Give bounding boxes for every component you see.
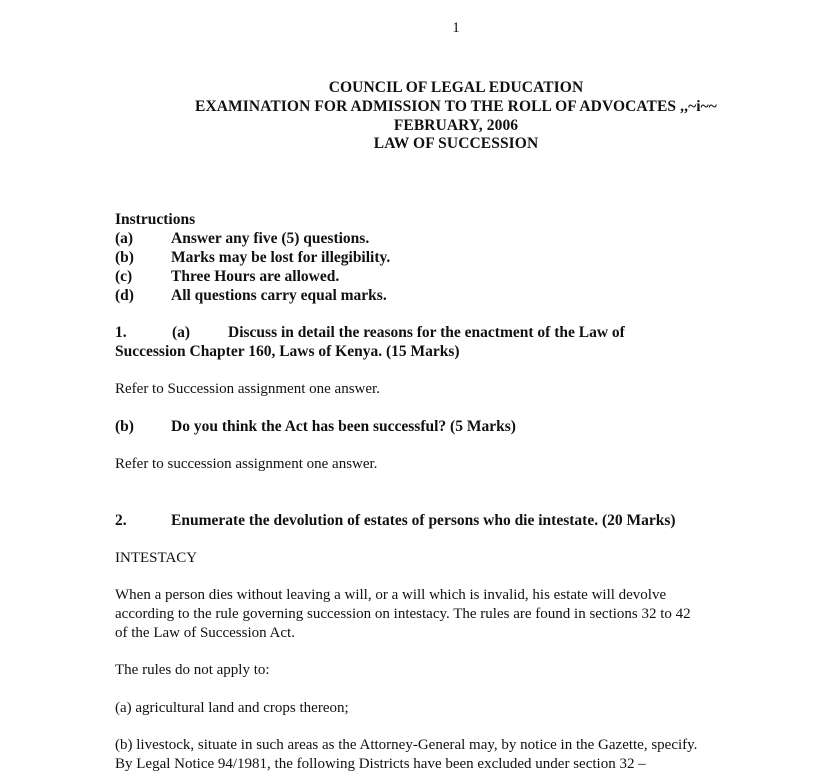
instruction-text: Marks may be lost for illegibility. [171, 249, 391, 266]
question-text: Enumerate the devolution of estates of persons who die intestate. (20 Marks) [171, 512, 676, 529]
paragraph-line: When a person dies without leaving a will, or a will which is invalid, his estate will devolve [115, 587, 667, 603]
paragraph-line: of the Law of Succession Act. [115, 625, 295, 641]
question-1b [115, 418, 516, 436]
list-item: (a) agricultural land and crops thereon; [115, 700, 349, 716]
list-item-continued: By Legal Notice 94/1981, the following Districts have been excluded under section 32 – [115, 756, 646, 772]
header-examination: EXAMINATION FOR ADMISSION TO THE ROLL OF ADVOCATES ,,~i~~ [195, 98, 717, 115]
question-1a [115, 324, 625, 342]
instructions-title: Instructions [115, 211, 196, 228]
header-date: FEBRUARY, 2006 [393, 117, 519, 134]
instruction-text: All questions carry equal marks. [171, 287, 387, 304]
question-part-label: (b) [115, 418, 134, 435]
section-heading-intestacy: INTESTACY [115, 550, 198, 566]
instruction-label: (a) [115, 230, 134, 247]
instruction-label: (d) [115, 287, 134, 304]
paragraph-rules: The rules do not apply to: [115, 662, 270, 678]
answer-1b: Refer to succession assignment one answer. [115, 456, 378, 472]
question-part-label: (a) [172, 324, 191, 341]
instruction-item [115, 268, 339, 286]
question-text: Discuss in detail the reasons for the enactment of the Law of [228, 324, 625, 341]
instruction-text: Answer any five (5) questions. [171, 230, 370, 247]
instruction-text: Three Hours are allowed. [171, 268, 340, 285]
instruction-label: (b) [115, 249, 134, 266]
question-1a-continued: Succession Chapter 160, Laws of Kenya. (15 Marks) [115, 343, 460, 360]
answer-1a: Refer to Succession assignment one answer. [115, 381, 380, 397]
instruction-item [115, 249, 390, 267]
question-2 [115, 512, 676, 530]
instruction-item [115, 287, 387, 305]
instruction-item [115, 230, 369, 248]
header-subject: LAW OF SUCCESSION [373, 135, 539, 152]
instruction-label: (c) [115, 268, 133, 285]
page-number: 1 [452, 20, 460, 36]
header-council: COUNCIL OF LEGAL EDUCATION [328, 79, 584, 96]
question-text: Do you think the Act has been successful? (5 Marks) [171, 418, 516, 435]
question-number: 2. [115, 512, 127, 529]
paragraph-line: according to the rule governing succession on intestacy. The rules are found in sections 32 to 42 [115, 606, 691, 622]
question-number: 1. [115, 324, 127, 341]
list-item: (b) livestock, situate in such areas as the Attorney-General may, by notice in the Gazette, specify. [115, 737, 698, 753]
